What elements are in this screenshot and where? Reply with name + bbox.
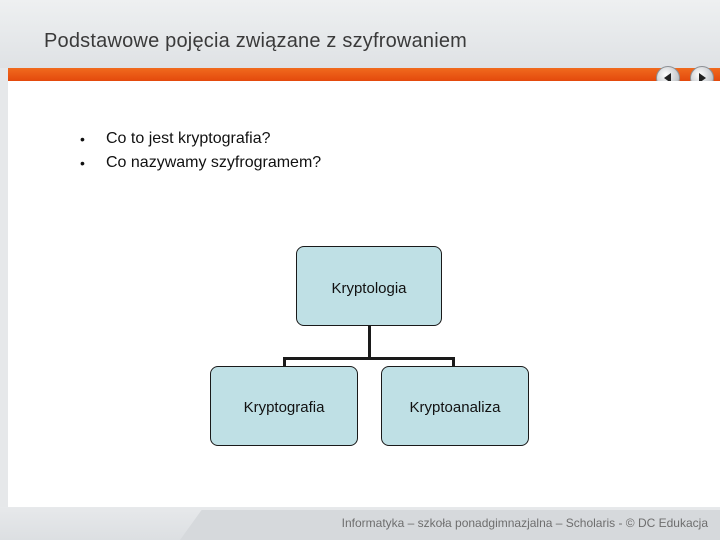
bullet-marker: •: [80, 155, 85, 171]
connector-root-down: [368, 326, 371, 359]
bullet-marker: •: [80, 131, 85, 147]
diagram-node-child: Kryptografia: [210, 366, 358, 446]
bullet-text: Co to jest kryptografia?: [106, 130, 271, 147]
diagram-node-child: Kryptoanaliza: [381, 366, 529, 446]
accent-bar: [8, 68, 720, 81]
slide-title: Podstawowe pojęcia związane z szyfrowaniem: [44, 30, 468, 52]
footer-text: Informatyka – szkoła ponadgimnazjalna – Scholaris - © DC Edukacja: [341, 516, 708, 530]
diagram-node-root: Kryptologia: [296, 246, 442, 326]
bullet-text: Co nazywamy szyfrogramem?: [106, 154, 322, 171]
connector-horizontal: [283, 357, 455, 360]
